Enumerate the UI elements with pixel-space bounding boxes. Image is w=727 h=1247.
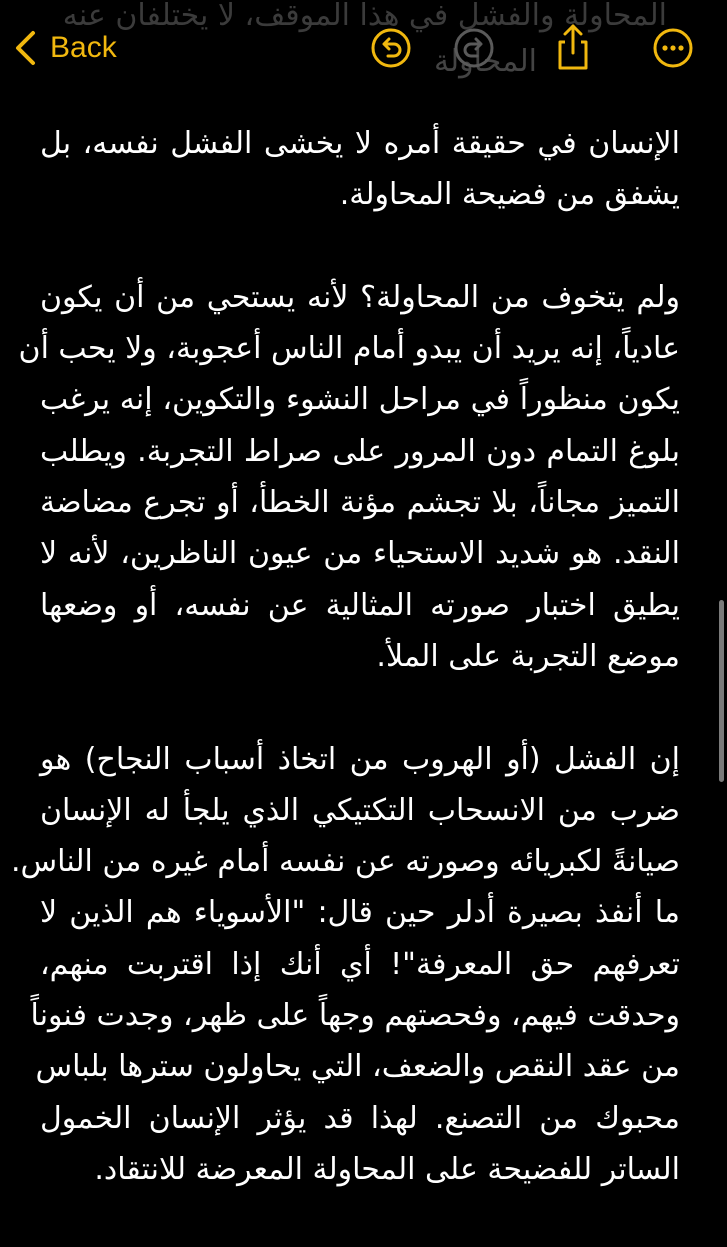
back-button[interactable] [14,26,117,70]
text-line: موضع التجربة على الملأ. [376,638,680,674]
paragraph-3 [11,734,680,1196]
text-line: يشفق من فضيحة المحاولة. [339,177,680,213]
scrolled-line-1: المحاولة والفشل في هذا الموقف، لا يختلفان عنه [62,0,667,33]
text-line: تعرفهم حق المعرفة"! أي أنك إذا اقتربت منهم، [40,946,680,982]
redo-icon[interactable] [453,27,495,69]
toolbar [0,0,727,96]
undo-icon[interactable] [370,27,412,69]
note-body[interactable] [11,118,680,1247]
text-line: صيانةً لكبريائه وصورته عن نفسه أمام غيره من الناس. [11,844,680,880]
paragraph-2 [18,272,680,682]
text-line: ما أنفذ بصيرة أدلر حين قال: "الأسوياء هم الذين لا [40,895,680,931]
share-icon[interactable] [552,22,594,72]
text-line: الإنسان في حقيقة أمره لا يخشى الفشل نفسه، بل [40,126,680,161]
text-line: يطيق اختبار صورته المثالية عن نفسه، أو وضعها [40,587,680,623]
text-line: عادياً، إنه يريد أن يبدو أمام الناس أعجوبة، ولا يحب أن [18,331,680,367]
back-label: Back [50,31,117,64]
text-line: من عقد النقص والضعف، التي يحاولون سترها بلباس [35,1049,680,1085]
text-line: التميز مجاناً، بلا تجشم مؤنة الخطأ، أو تجرع مضاضة [40,485,680,521]
scrolled-line-2: المحاولة [433,44,537,79]
text-line: الساتر للفضيحة على المحاولة المعرضة للانتقاد. [94,1151,680,1187]
text-line: محبوك من التصنع. لهذا قد يؤثر الإنسان الخمول [40,1100,680,1136]
text-line: بلوغ التمام دون المرور على صراط التجربة. ويطلب [40,433,680,469]
text-line: وحدقت فيهم، وفحصتهم وجهاً على ظهر، وجدت فنوناً [30,998,680,1034]
text-line: النقد. هو شديد الاستحياء من عيون الناظرين، لأنه لا [40,536,680,572]
vertical-scrollbar[interactable] [719,600,724,782]
text-line: إن الفشل (أو الهروب من اتخاذ أسباب النجاح) هو [40,741,680,777]
more-icon[interactable] [652,27,694,69]
text-line: ولم يتخوف من المحاولة؟ لأنه يستحي من أن يكون [40,279,680,315]
text-line: يكون منظوراً في مراحل النشوء والتكوين، إنه يرغب [40,382,680,418]
text-line: ضرب من الانسحاب التكتيكي الذي يلجأ له الإنسان [40,792,680,828]
paragraph-1 [40,118,680,221]
chevron-left-icon [14,30,36,66]
